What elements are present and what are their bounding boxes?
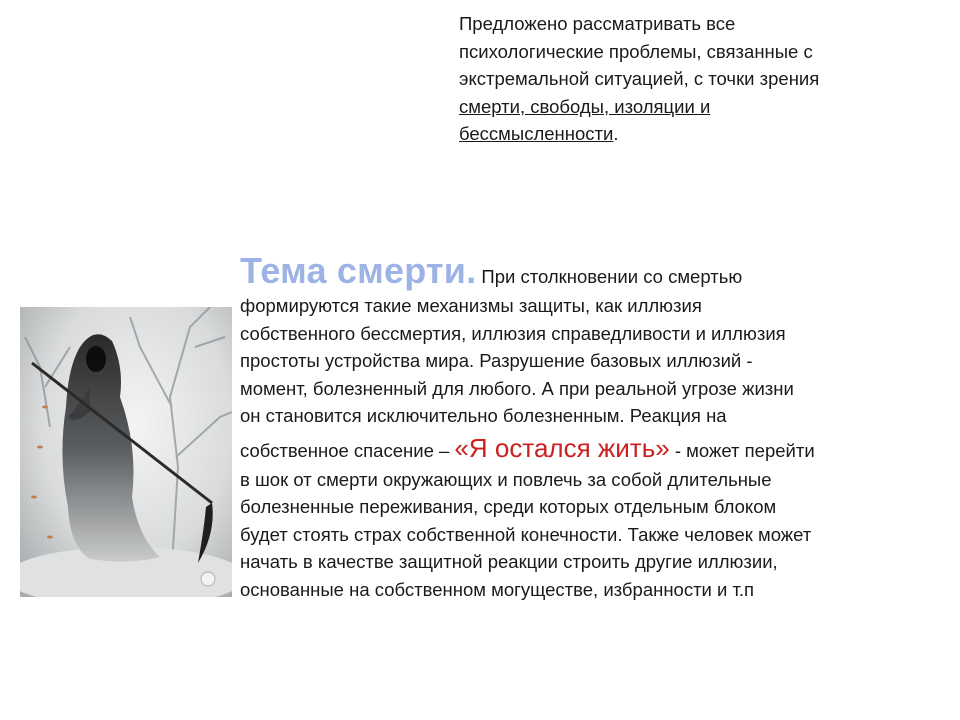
text-line: он становится исключительно болезненным. Реакция на <box>240 405 727 426</box>
text-fragment: При столкновении со смертью <box>476 266 743 287</box>
text-line: простоты устройства мира. Разрушение базовых иллюзий - <box>240 350 753 371</box>
text-line: начать в качестве защитной реакции строить другие иллюзии, <box>240 551 778 572</box>
intro-line: Предложено рассматривать все <box>459 13 736 34</box>
text-line: будет стоять страх собственной конечности. Также человек может <box>240 523 812 545</box>
reaper-picture <box>20 307 232 597</box>
death-theme-heading: Тема смерти. <box>240 250 477 291</box>
intro-line: экстремальной ситуацией, с точки зрения <box>459 68 820 89</box>
survival-quote: «Я остался жить» <box>454 432 670 463</box>
text-line: формируются такие механизмы защиты, как иллюзия <box>240 295 702 316</box>
text-line <box>240 250 920 292</box>
period: . <box>613 123 619 144</box>
text-line: болезненные переживания, среди которых отдельным блоком <box>240 496 777 517</box>
text-line: собственного бессмертия, иллюзия справедливости и иллюзия <box>240 322 786 344</box>
grim-reaper-illustration <box>20 307 232 597</box>
intro-line <box>459 120 909 148</box>
intro-line: психологические проблемы, связанные с <box>459 40 813 62</box>
text-fragment: собственное спасение – <box>240 439 455 461</box>
underlined-themes: смерти, свободы, изоляции и <box>459 95 711 117</box>
text-line: в шок от смерти окружающих и повлечь за собой длительные <box>240 468 772 490</box>
intro-paragraph <box>459 10 909 148</box>
death-theme-paragraph <box>240 250 920 603</box>
text-line <box>240 430 920 466</box>
text-line: момент, болезненный для любого. А при реальной угрозе жизни <box>240 377 794 399</box>
text-line: основанные на собственном могуществе, избранности и т.п <box>240 578 755 600</box>
intro-line <box>459 93 909 121</box>
text-fragment: - может перейти <box>669 439 815 461</box>
underlined-meaninglessness: бессмысленности <box>459 123 614 144</box>
